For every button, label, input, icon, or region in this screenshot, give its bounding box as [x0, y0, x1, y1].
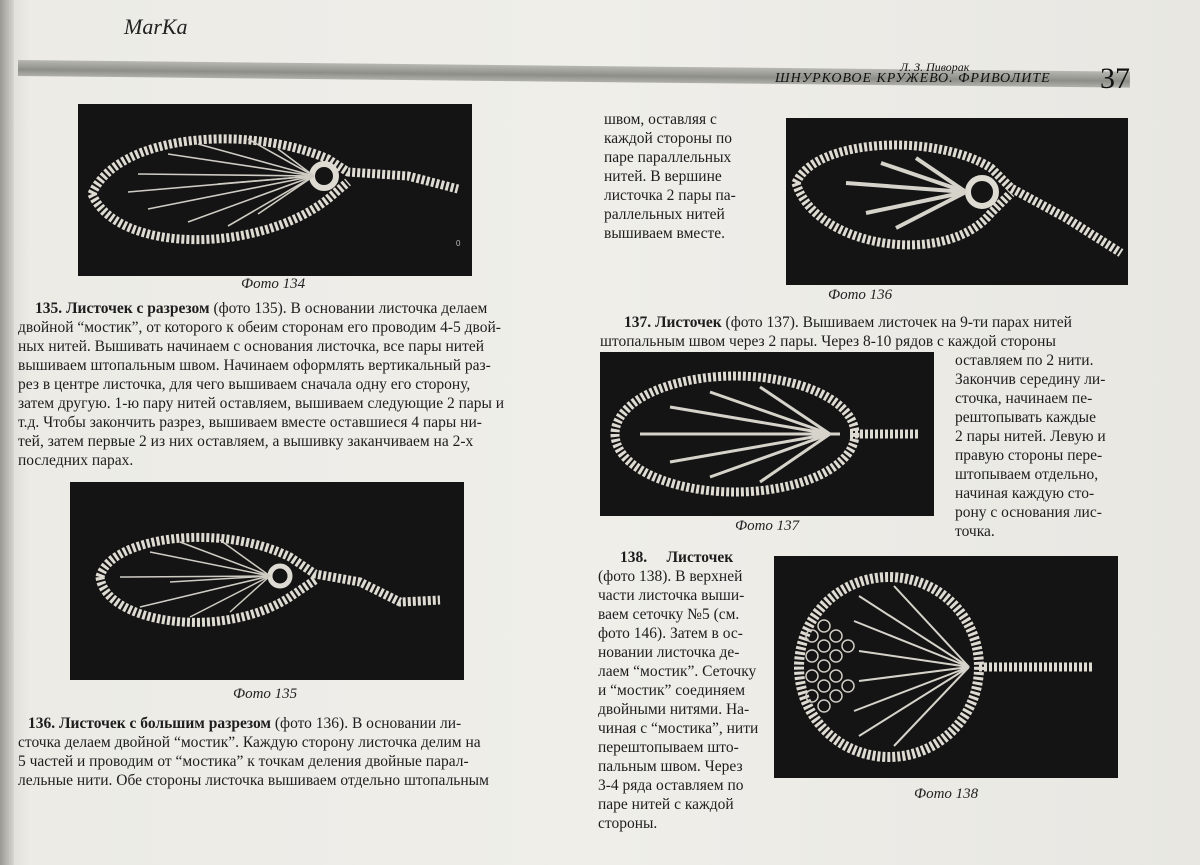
item-136-line-text: (фото 136). В основании ли- [274, 715, 462, 732]
item-136-line-3: лельные нити. Обе стороны листочка вышиваем отдельно штопальным [18, 772, 489, 789]
photo-135-leaf [70, 482, 464, 680]
lace-leaf-image [774, 556, 1118, 778]
item-138-line-11: 3-4 ряда оставляем по [598, 777, 744, 794]
item-136-cont-line-1: каждой стороны по [604, 130, 733, 147]
item-137-text [600, 313, 1132, 351]
item-136-cont-line-5: раллельных нитей [604, 206, 725, 223]
watermark: MarKa [124, 14, 188, 39]
item-136-number: 136. [28, 715, 56, 732]
item-135-line-8: последних парах. [18, 452, 134, 469]
item-136-title: Листочек с большим разрезом [59, 715, 271, 732]
item-136-line-0 [18, 714, 546, 733]
item-138-line-12: паре нитей с каждой [598, 796, 734, 813]
item-137-line-1: штопальным швом через 2 пары. Через 8-10 рядов с каждой стороны [600, 333, 1056, 350]
item-136-cont-line-6: вышиваем вместе. [604, 225, 726, 242]
item-135-line-6: т.д. Чтобы закончить разрез, вышиваем вместе оставшиеся 4 пары ни- [18, 414, 482, 431]
lace-leaf-image [600, 352, 934, 516]
item-137-side-line-8: рону с основания лис- [955, 504, 1102, 521]
item-135-line-3: вышиваем штопальным швом. Начинаем оформлять вертикальный раз- [18, 357, 491, 374]
item-138-line-10: пальным швом. Через [598, 758, 743, 775]
item-136-cont-line-4: листочка 2 пары па- [604, 187, 736, 204]
item-137-line-0 [600, 313, 1132, 332]
photo-mark: 0 [456, 239, 461, 248]
item-135-line-1: двойной “мостик”, от которого к обеим сторонам его проводим 4-5 двой- [18, 319, 501, 336]
caption-photo-136: Фото 136 [828, 287, 893, 303]
item-137-title: Листочек [655, 314, 722, 331]
item-136-line-1: сточка делаем двойной “мостик”. Каждую сторону листочка делим на [18, 734, 481, 751]
item-137-side-line-0: оставляем по 2 нити. [955, 352, 1094, 369]
item-136-cont-line-3: нитей. В вершине [604, 168, 722, 185]
item-138-line-9: перештопываем што- [598, 739, 739, 756]
item-137-side-line-6: штопываем отдельно, [955, 466, 1099, 483]
caption-photo-135: Фото 135 [233, 686, 298, 702]
item-135-line-text: (фото 135). В основании листочка делаем [213, 300, 488, 317]
lace-leaf-image [786, 118, 1128, 285]
item-138-line-5: лаем “мостик”. Сеточку [598, 663, 757, 680]
item-138-line-0: (фото 138). В верхней [598, 568, 743, 585]
item-137-side-line-2: сточка, начинаем пе- [955, 390, 1093, 407]
item-137-side-line-9: точка. [955, 523, 995, 540]
item-138-title: Листочек [666, 549, 734, 566]
item-135-line-2: ных нитей. Вышивать начинаем с основания листочка, все пары нитей [18, 338, 485, 355]
item-137-number: 137. [624, 314, 652, 331]
item-138-number: 138. [620, 549, 648, 566]
photo-134-leaf [78, 104, 472, 276]
item-135-text [18, 299, 546, 470]
item-137-line-text: (фото 137). Вышиваем листочек на 9-ти парах нитей [725, 314, 1072, 331]
item-137-side-text [955, 351, 1135, 541]
photo-137-leaf [600, 352, 934, 516]
item-136-cont-line-2: паре параллельных [604, 149, 732, 166]
lace-leaf-image [70, 482, 464, 680]
item-138-line-6: и “мостик” соединяем [598, 682, 746, 699]
item-137-side-line-3: рештопывать каждые [955, 409, 1096, 426]
item-135-number: 135. [35, 300, 63, 317]
item-135-title: Листочек с разрезом [66, 300, 210, 317]
item-138-text [598, 548, 770, 833]
item-136-continued [604, 110, 774, 243]
item-135-line-7: тей, затем первые 2 из них оставляем, а вышивку заканчиваем на 2-х [18, 433, 474, 450]
item-138-line-13: стороны. [598, 815, 658, 832]
item-138-heading [598, 548, 770, 567]
photo-138-leaf [774, 556, 1118, 778]
item-136-line-2: 5 частей и проводим от “мостика” к точкам деления двойные парал- [18, 753, 469, 770]
caption-photo-138: Фото 138 [914, 786, 979, 802]
item-137-side-line-7: начиная каждую сто- [955, 485, 1095, 502]
item-138-line-1: части листочка выши- [598, 587, 745, 604]
item-137-side-line-1: Закончив середину ли- [955, 371, 1106, 388]
item-138-line-3: фото 146). Затем в ос- [598, 625, 743, 642]
item-135-line-4: рез в центре листочка, для чего вышиваем сначала одну его сторону, [18, 376, 471, 393]
item-137-side-line-4: 2 пары нитей. Левую и [955, 428, 1106, 445]
item-135-line-5: затем другую. 1-ю пару нитей оставляем, вышиваем следующие 2 пары и [18, 395, 505, 412]
page-number: 37 [1100, 62, 1130, 95]
running-header-title: ШНУРКОВОЕ КРУЖЕВО. ФРИВОЛИТЕ [775, 71, 1051, 86]
caption-photo-137: Фото 137 [735, 518, 800, 534]
item-138-line-2: ваем сеточку №5 (см. [598, 606, 740, 623]
item-138-line-7: двойными нитями. На- [598, 701, 750, 718]
item-135-line-0 [18, 299, 546, 318]
item-137-side-line-5: правую стороны пере- [955, 447, 1103, 464]
header-author: Л. З. Пиворак [900, 60, 970, 74]
item-138-line-8: чиная с “мостика”, нити [598, 720, 759, 737]
item-136-cont-line-0: швом, оставляя с [604, 111, 717, 128]
page-spine-shadow [0, 0, 14, 865]
photo-136-leaf [786, 118, 1128, 285]
item-138-line-4: новании листочка де- [598, 644, 740, 661]
caption-photo-134: Фото 134 [241, 276, 306, 292]
item-136-text [18, 714, 546, 790]
lace-leaf-image [78, 104, 472, 276]
